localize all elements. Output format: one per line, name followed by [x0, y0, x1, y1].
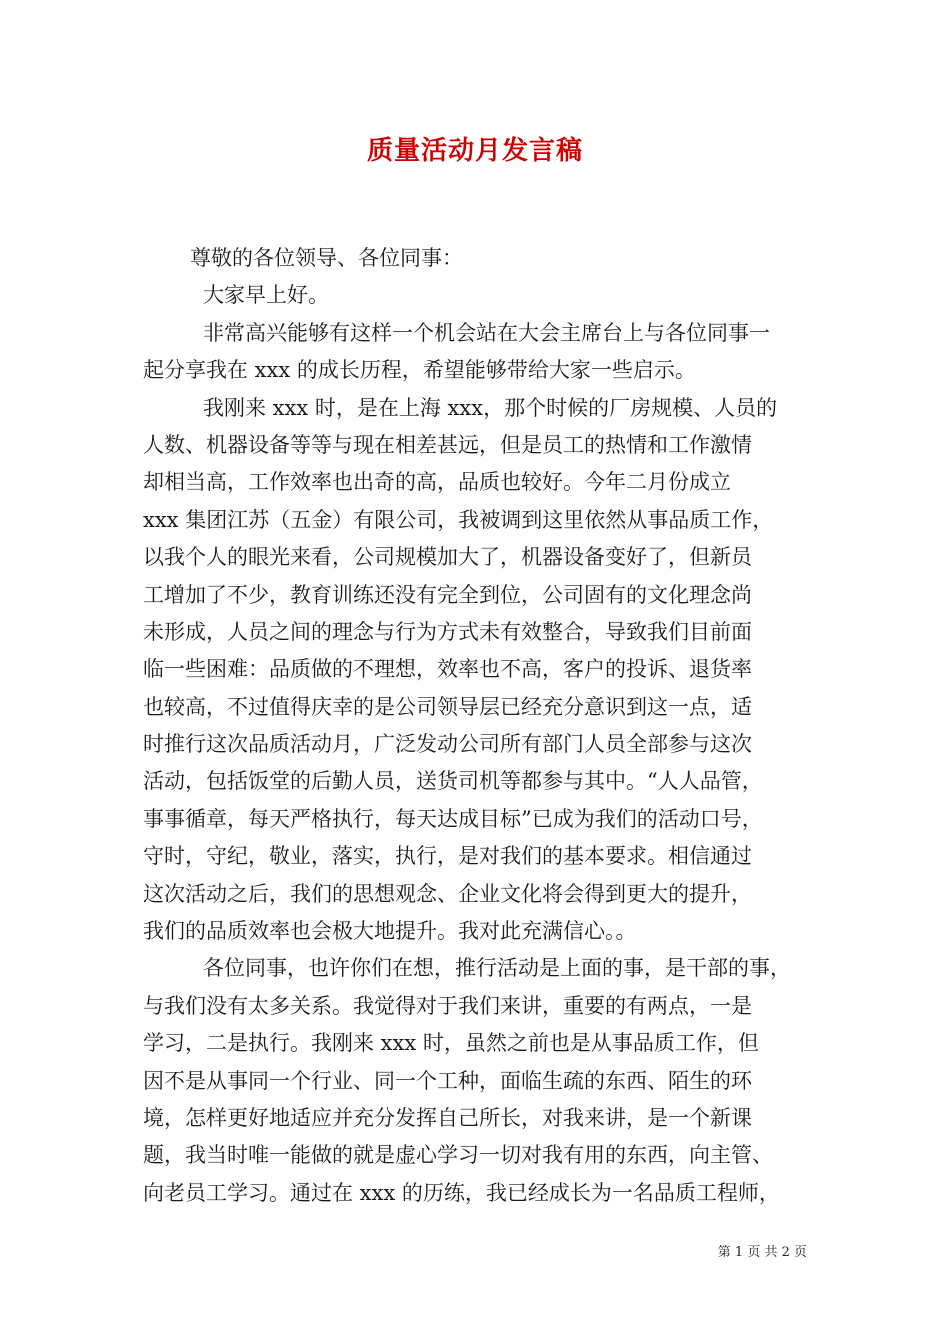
paragraph-line: 因不是从事同一个行业、同一个工种，面临生疏的东西、陌生的环 — [143, 1068, 752, 1093]
paragraph-line: 人数、机器设备等等与现在相差甚远，但是员工的热情和工作激情 — [143, 432, 752, 457]
page-number: 第 1 页 共 2 页 — [717, 1245, 807, 1260]
paragraph-line: 这次活动之后，我们的思想观念、企业文化将会得到更大的提升， — [143, 881, 752, 906]
paragraph-line: xxx 集团江苏（五金）有限公司，我被调到这里依然从事品质工作， — [143, 507, 774, 532]
paragraph-line: 未形成，人员之间的理念与行为方式未有效整合，导致我们目前面 — [143, 619, 752, 644]
paragraph-line: 我们的品质效率也会极大地提升。我对此充满信心。。 — [143, 919, 637, 944]
document-title: 质量活动月发言稿 — [366, 136, 583, 166]
paragraph-line: 我刚来 xxx 时，是在上海 xxx，那个时候的厂房规模、人员的 — [203, 395, 778, 420]
greeting-line: 大家早上好。 — [203, 283, 329, 308]
document-body — [143, 240, 813, 1212]
paragraph-line: 也较高，不过值得庆幸的是公司领导层已经充分意识到这一点，适 — [143, 694, 752, 719]
paragraph-line: 题，我当时唯一能做的就是虚心学习一切对我有用的东西，向主管、 — [143, 1143, 773, 1168]
paragraph-line: 却相当高，工作效率也出奇的高，品质也较好。今年二月份成立 — [143, 470, 731, 495]
paragraph-line: 向老员工学习。通过在 xxx 的历练，我已经成长为一名品质工程师， — [143, 1180, 780, 1205]
paragraph-line: 事事循章，每天严格执行，每天达成目标”已成为我们的活动口号， — [143, 806, 763, 831]
paragraph-line: 境，怎样更好地适应并充分发挥自己所长，对我来讲，是一个新课 — [143, 1105, 752, 1130]
paragraph-line: 以我个人的眼光来看，公司规模加大了，机器设备变好了，但新员 — [143, 545, 752, 570]
paragraph-line: 临一些困难：品质做的不理想，效率也不高，客户的投诉、退货率 — [143, 657, 752, 682]
paragraph-line: 学习，二是执行。我刚来 xxx 时，虽然之前也是从事品质工作，但 — [143, 1031, 759, 1056]
paragraph-line: 非常高兴能够有这样一个机会站在大会主席台上与各位同事一 — [203, 320, 770, 345]
paragraph-line: 守时，守纪，敬业，落实，执行，是对我们的基本要求。相信通过 — [143, 844, 752, 869]
paragraph-line: 与我们没有太多关系。我觉得对于我们来讲，重要的有两点，一是 — [143, 993, 752, 1018]
paragraph-line: 起分享我在 xxx 的成长历程，希望能够带给大家一些启示。 — [143, 358, 696, 383]
paragraph-line: 各位同事，也许你们在想，推行活动是上面的事，是干部的事， — [203, 956, 791, 981]
paragraph-line: 活动，包括饭堂的后勤人员，送货司机等都参与其中。“人人品管， — [143, 769, 763, 794]
paragraph-line: 工增加了不少，教育训练还没有完全到位，公司固有的文化理念尚 — [143, 582, 752, 607]
paragraph-line: 时推行这次品质活动月，广泛发动公司所有部门人员全部参与这次 — [143, 732, 752, 757]
salutation-line: 尊敬的各位领导、各位同事： — [190, 246, 463, 270]
